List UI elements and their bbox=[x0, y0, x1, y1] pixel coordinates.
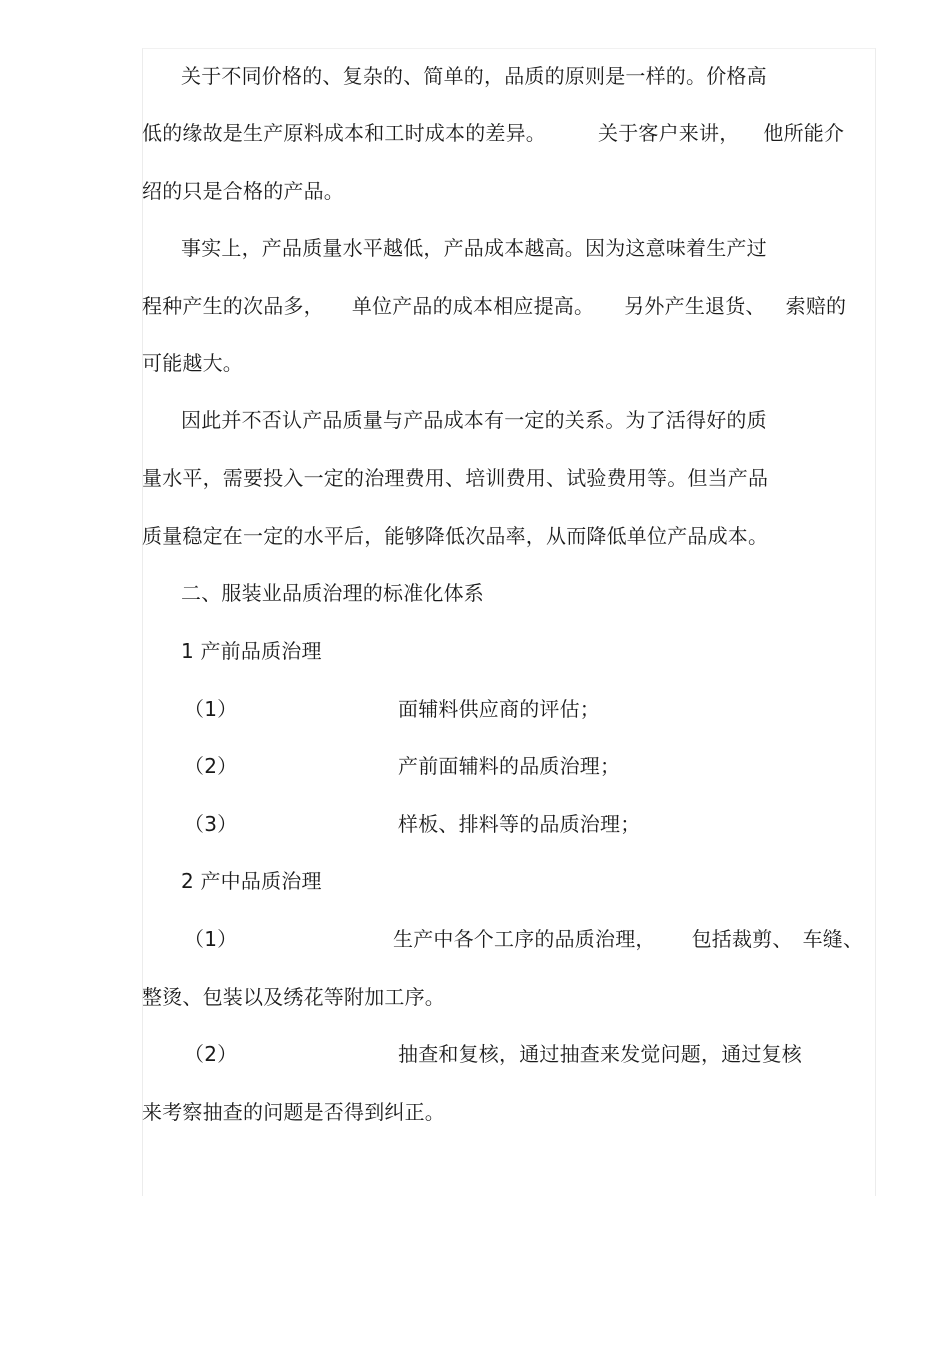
page-frame bbox=[142, 48, 876, 1196]
text-segment: 他所能介 bbox=[763, 121, 845, 145]
text-segment: 包括裁剪、 bbox=[691, 927, 793, 951]
list-item-text bbox=[393, 927, 863, 951]
list-item-text: 面辅料供应商的评估； bbox=[398, 697, 600, 721]
text-segment: 生产中各个工序的品质治理， bbox=[393, 927, 656, 951]
subsection-heading-pre: 1 产前品质治理 bbox=[181, 639, 322, 663]
paragraph-2-line-2 bbox=[142, 294, 846, 318]
text-segment: 低的缘故是生产原料成本和工时成本的差异。 bbox=[142, 121, 546, 145]
list-item-number: （3） bbox=[184, 812, 238, 836]
list-item-number: （2） bbox=[184, 1042, 238, 1066]
text-segment: 车缝、 bbox=[802, 927, 864, 951]
paragraph-2-line-1: 事实上，产品质量水平越低，产品成本越高。因为这意味着生产过 bbox=[181, 236, 767, 260]
text-segment: 索赔的 bbox=[785, 294, 847, 318]
text-segment: 关于客户来讲， bbox=[598, 121, 740, 145]
list-item-continuation: 整烫、包装以及绣花等附加工序。 bbox=[142, 985, 445, 1009]
paragraph-1-line-2 bbox=[142, 121, 844, 145]
list-item-text: 产前面辅料的品质治理； bbox=[398, 754, 621, 778]
list-item-text: 样板、排料等的品质治理； bbox=[398, 812, 641, 836]
list-item-number: （1） bbox=[184, 697, 238, 721]
section-heading: 二、服装业品质治理的标准化体系 bbox=[181, 581, 484, 605]
paragraph-3-line-3: 质量稳定在一定的水平后，能够降低次品率，从而降低单位产品成本。 bbox=[142, 524, 769, 548]
paragraph-1-line-1: 关于不同价格的、复杂的、简单的，品质的原则是一样的。价格高 bbox=[181, 64, 767, 88]
subsection-heading-mid: 2 产中品质治理 bbox=[181, 869, 322, 893]
paragraph-1-line-3: 绍的只是合格的产品。 bbox=[142, 179, 344, 203]
text-segment: 程种产生的次品多， bbox=[142, 294, 324, 318]
paragraph-3-line-1: 因此并不否认产品质量与产品成本有一定的关系。为了活得好的质 bbox=[181, 408, 767, 432]
text-segment: 另外产生退货、 bbox=[624, 294, 766, 318]
paragraph-3-line-2: 量水平，需要投入一定的治理费用、培训费用、试验费用等。但当产品 bbox=[142, 466, 769, 490]
list-item-continuation: 来考察抽查的问题是否得到纠正。 bbox=[142, 1100, 445, 1124]
paragraph-2-line-3: 可能越大。 bbox=[142, 351, 243, 375]
list-item-number: （1） bbox=[184, 927, 238, 951]
list-item-number: （2） bbox=[184, 754, 238, 778]
text-segment: 单位产品的成本相应提高。 bbox=[351, 294, 595, 318]
list-item-text: 抽查和复核，通过抽查来发觉问题，通过复核 bbox=[398, 1042, 802, 1066]
